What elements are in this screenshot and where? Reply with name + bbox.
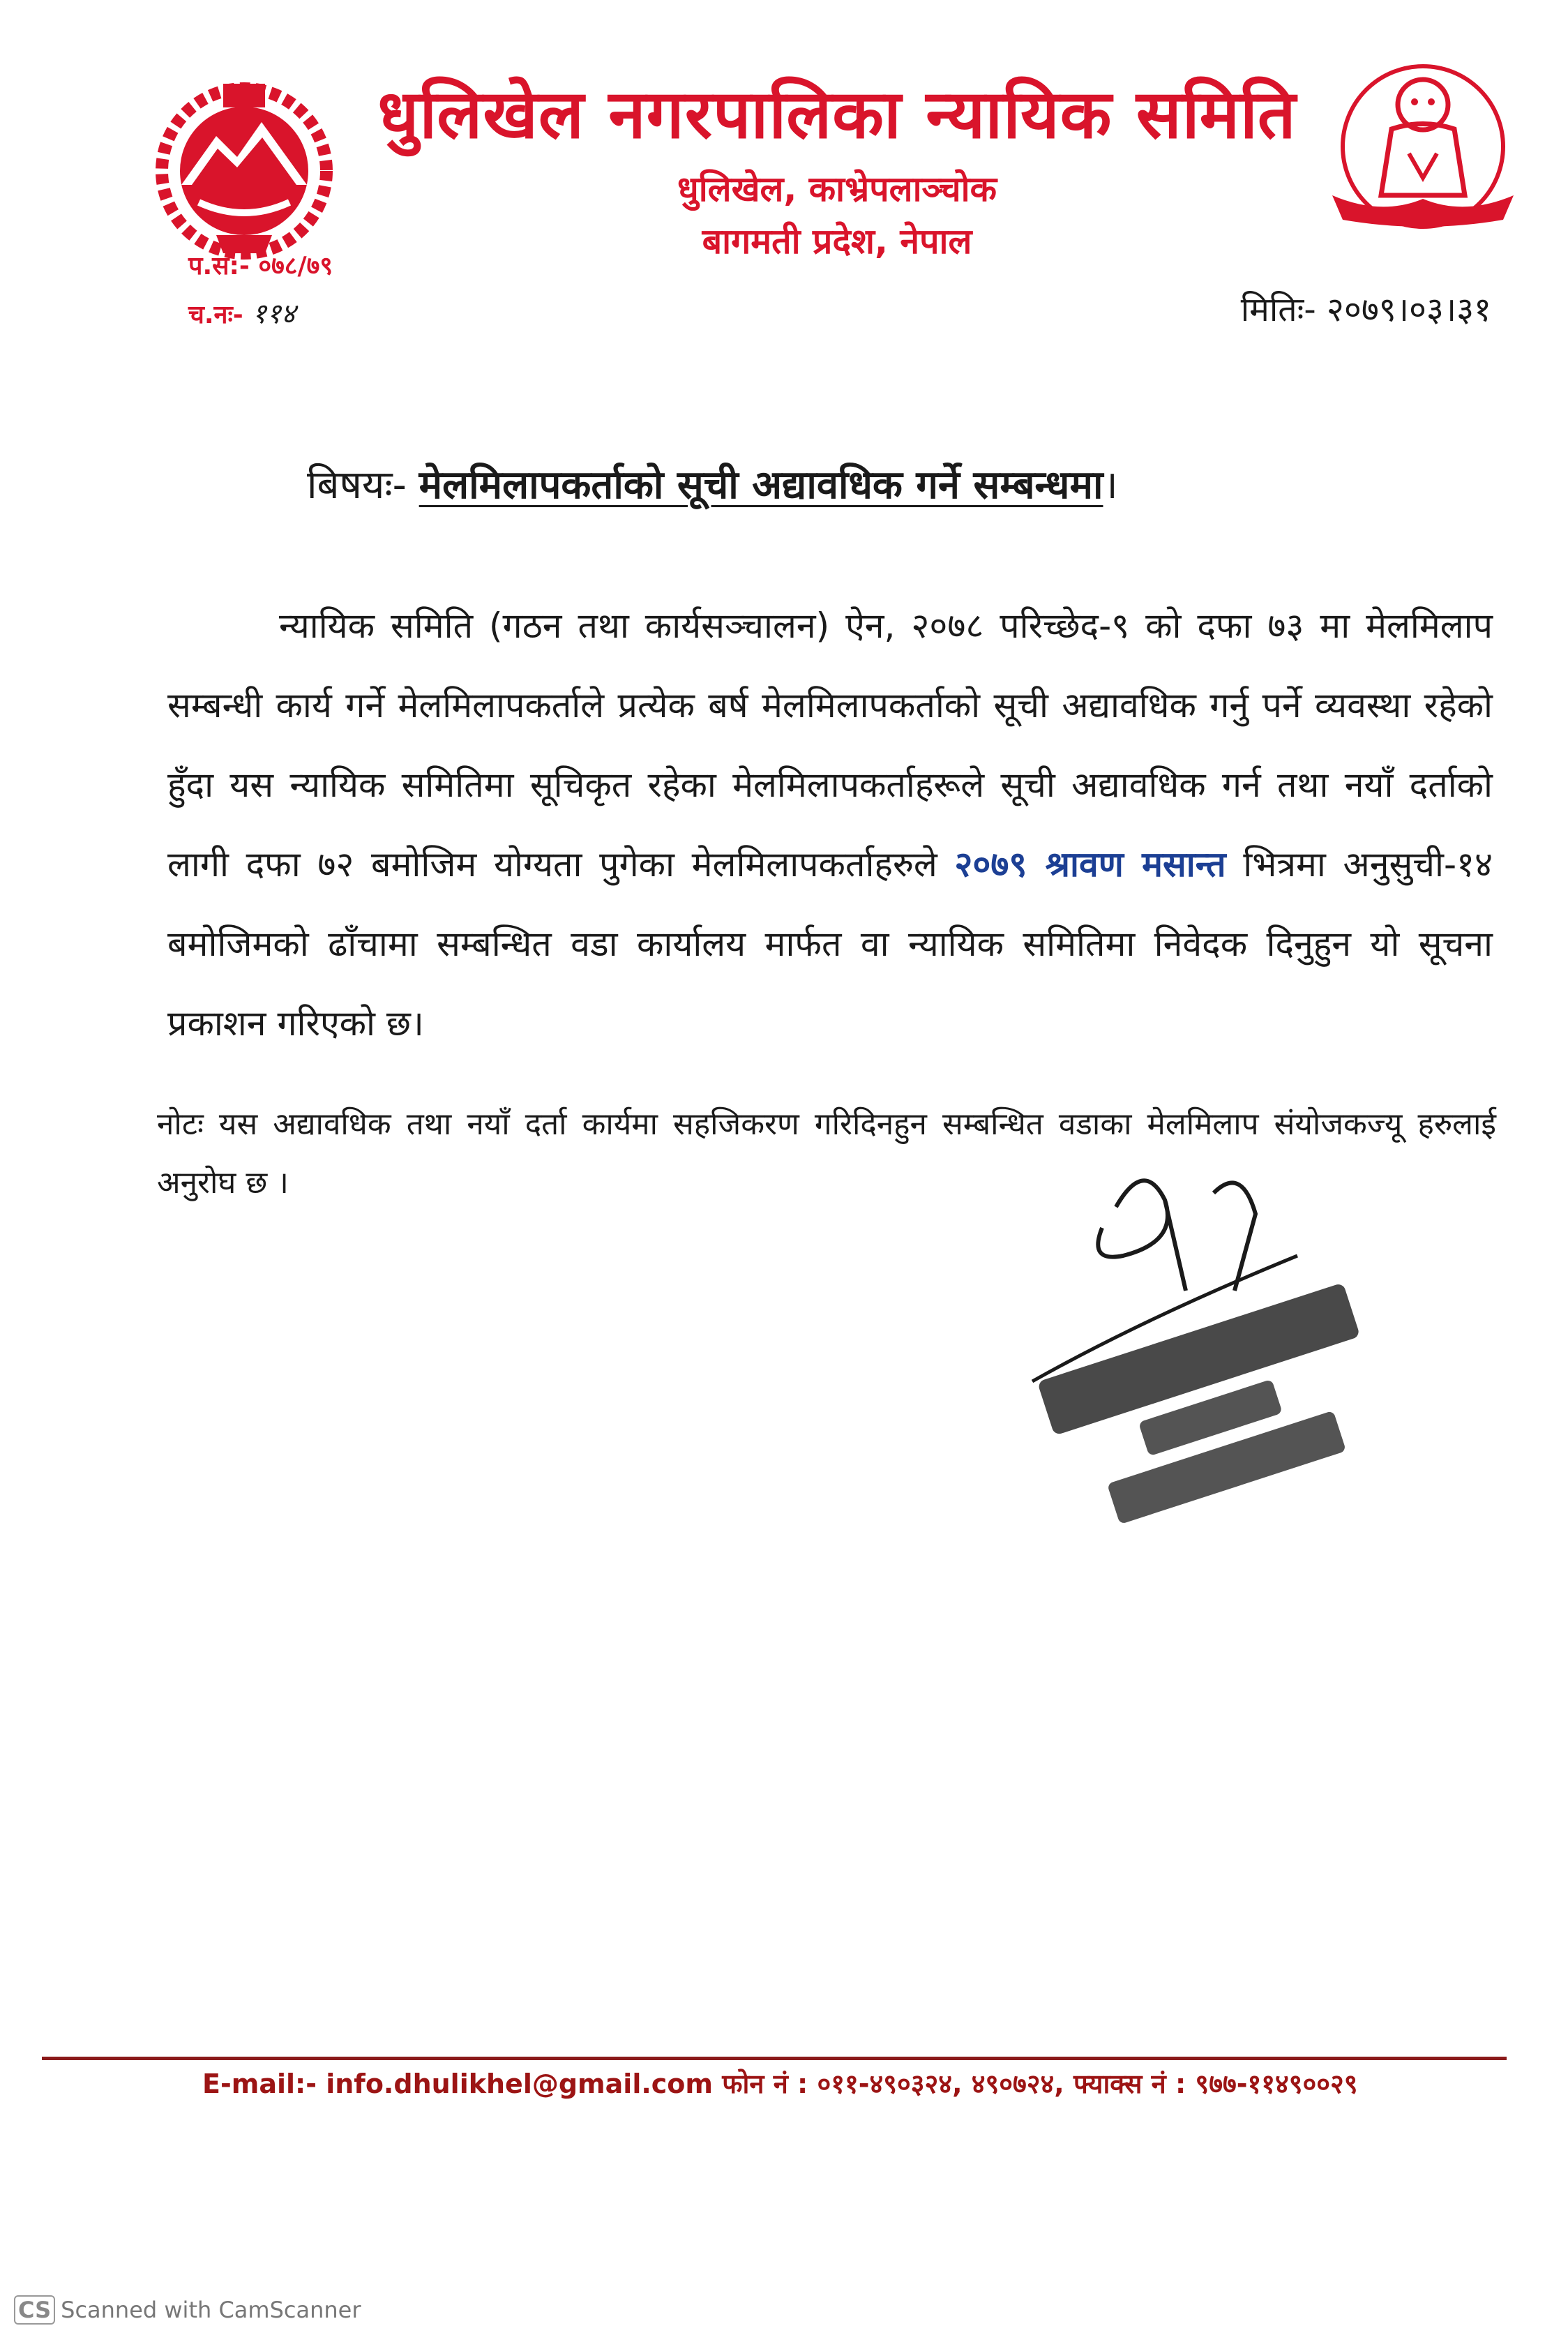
footer-rule xyxy=(42,2057,1507,2060)
reference-cn-label: च.नः- xyxy=(188,301,243,329)
body-part2: भित्रमा अनुसुची-१४ बमोजिमको ढाँचामा सम्बन्धित वडा कार्यालय मार्फत वा न्यायिक समितिमा निवेदक दिनुहुन यो सूचना प्रकाशन गरिएको छ। xyxy=(167,844,1493,1044)
body-paragraph xyxy=(167,586,1493,1063)
reference-cn xyxy=(188,293,296,331)
subject-text: मेलमिलापकर्ताको सूची अद्यावधिक गर्ने सम्बन्धमा xyxy=(419,463,1103,508)
office-name: धुलिखेल नगरपालिका न्यायिक समिति xyxy=(377,75,1297,153)
subject-label: बिषयः- xyxy=(307,463,407,508)
signature-stamp xyxy=(1004,1151,1437,1584)
subject-line xyxy=(307,457,1318,510)
letter-date xyxy=(1241,286,1491,331)
body-part1: न्यायिक समिति (गठन तथा कार्यसञ्चालन) ऐन, २०७८ परिच्छेद-९ को दफा ७३ मा मेलमिलाप सम्बन्धी कार्य गर्ने मेलमिलापकर्ताले प्रत्येक बर्ष मेलमिलापकर्ताको सूची अद्यावधिक गर्नु पर्ने व्यवस्था रहेको हुँदा यस न्यायिक समितिमा सूचिकृत रहेका मेलमिलापकर्ताहरूले सूची अद्यावधिक गर्न तथा नयाँ दर्ताको लागी दफा ७२ बमोजिम योग्यता पुगेका मेलमिलापकर्ताहरुले xyxy=(167,606,1493,885)
reference-cn-value: ११४ xyxy=(252,298,296,330)
footer-email: E-mail:- info.dhulikhel@gmail.com xyxy=(202,2069,714,2099)
nepal-emblem-icon xyxy=(140,73,349,262)
camscanner-icon: CS xyxy=(14,2295,55,2325)
footer-phone-fax: फोन नं : ०११-४९०३२४, ४९०७२४, फ्याक्स नं : ९७७-११४९००२९ xyxy=(722,2069,1358,2099)
footer-contact xyxy=(202,2065,1458,2101)
reference-ps xyxy=(188,248,333,282)
reference-ps-value: ०७८/७९ xyxy=(258,252,333,280)
deity-logo-icon xyxy=(1318,56,1528,251)
body-deadline: २०७९ श्रावण मसान्त xyxy=(954,844,1226,885)
office-address-line1: धुलिखेल, काभ्रेपलाञ्चोक xyxy=(677,169,997,209)
reference-ps-label: प.स:- xyxy=(188,252,250,280)
date-value: २०७९।०३।३१ xyxy=(1326,290,1491,329)
subject-end: । xyxy=(1103,463,1118,508)
note-paragraph: नोटः यस अद्यावधिक तथा नयाँ दर्ता कार्यमा सहजिकरण गरिदिनहुन सम्बन्धित वडाका मेलमिलाप संयोजकज्यू हरुलाई अनुरोघ छ । xyxy=(157,1106,1496,1201)
office-address-line2: बागमती प्रदेश, नेपाल xyxy=(702,221,972,262)
scanner-watermark xyxy=(14,2295,361,2325)
scanner-label: Scanned with CamScanner xyxy=(61,2297,361,2323)
date-label: मितिः- xyxy=(1240,290,1316,329)
